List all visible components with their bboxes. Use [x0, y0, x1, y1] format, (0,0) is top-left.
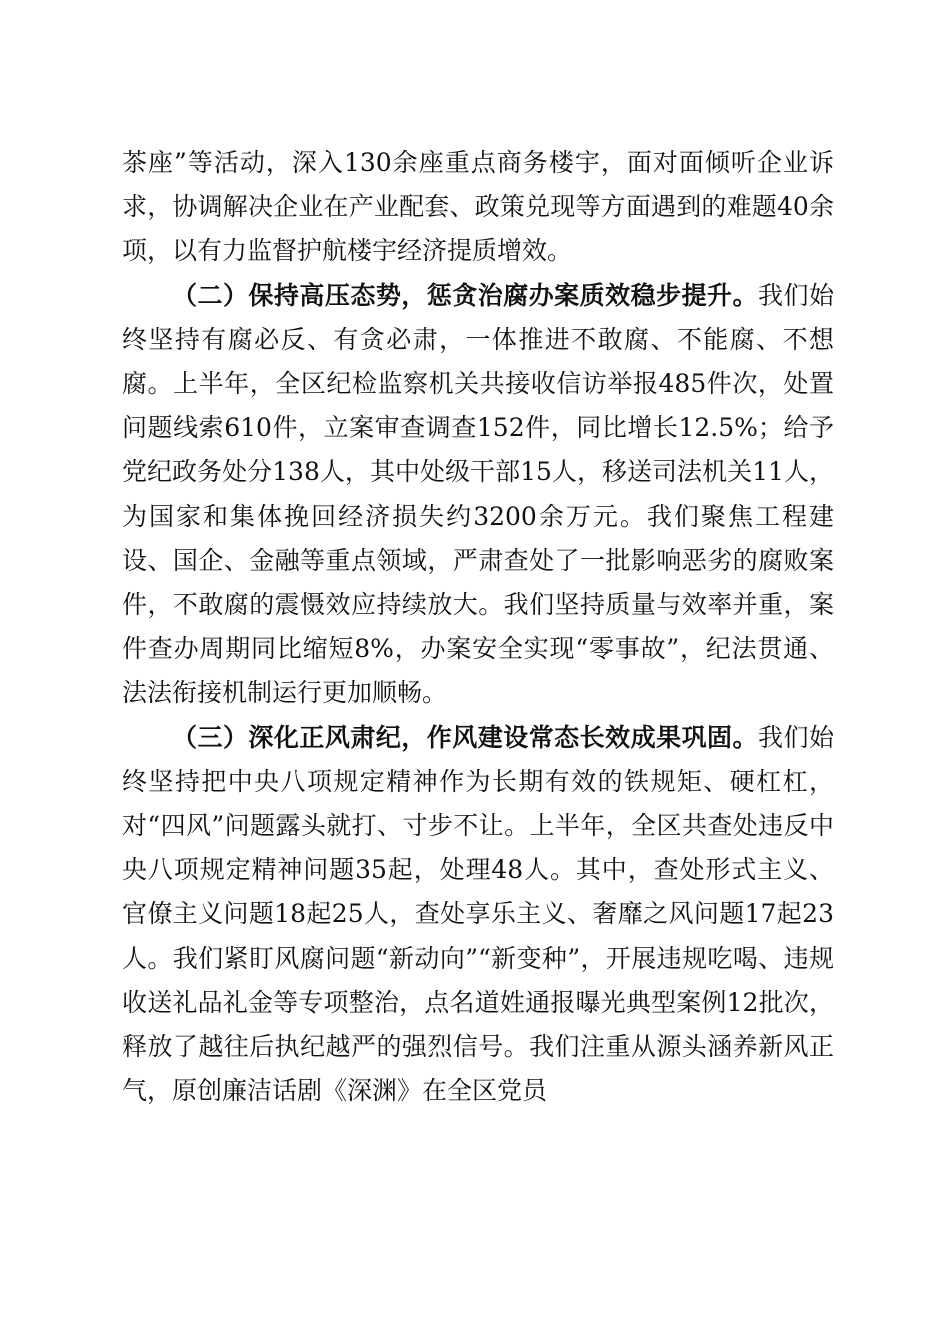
paragraph-body: 我们始终坚持有腐必反、有贪必肃，一体推进不敢腐、不能腐、不想腐。上半年，全区纪检监察机关共接收信访举报485件次，处置问题线索610件，立案审查调查152件，同比增长12.5%；给予党纪政务处分138人，其中处级干部15人，移送司法机关11人，为国家和集体挽回经济损失约3200余万元。我们聚焦工程建设、国企、金融等重点领域，严肃查处了一批影响恶劣的腐败案件，不敢腐的震慑效应持续放大。我们坚持质量与效率并重，案件查办周期同比缩短8%，办案安全实现“零事故”，纪法贯通、法法衔接机制运行更加顺畅。 [122, 280, 834, 708]
paragraph-section-3 [122, 716, 834, 1114]
section-heading: （三）深化正风肃纪，作风建设常态长效成果巩固。 [172, 722, 759, 752]
paragraph-body: 我们始终坚持把中央八项规定精神作为长期有效的铁规矩、硬杠杠，对“四风”问题露头就打、寸步不让。上半年，全区共查处违反中央八项规定精神问题35起，处理48人。其中，查处形式主义、官僚主义问题18起25人，查处享乐主义、奢靡之风问题17起23人。我们紧盯风腐问题“新动向”“新变种”，开展违规吃喝、违规收送礼品礼金等专项整治，点名道姓通报曝光典型案例12批次，释放了越往后执纪越严的强烈信号。我们注重从源头涵养新风正气，原创廉洁话剧《深渊》在全区党员 [122, 722, 834, 1106]
section-heading: （二）保持高压态势，惩贪治腐办案质效稳步提升。 [172, 280, 759, 310]
paragraph-section-2 [122, 274, 834, 716]
paragraph-continued [122, 141, 834, 274]
paragraph-body: 茶座”等活动，深入130余座重点商务楼宇，面对面倾听企业诉求，协调解决企业在产业配套、政策兑现等方面遇到的难题40余项，以有力监督护航楼宇经济提质增效。 [122, 148, 834, 266]
document-body [122, 141, 834, 1113]
